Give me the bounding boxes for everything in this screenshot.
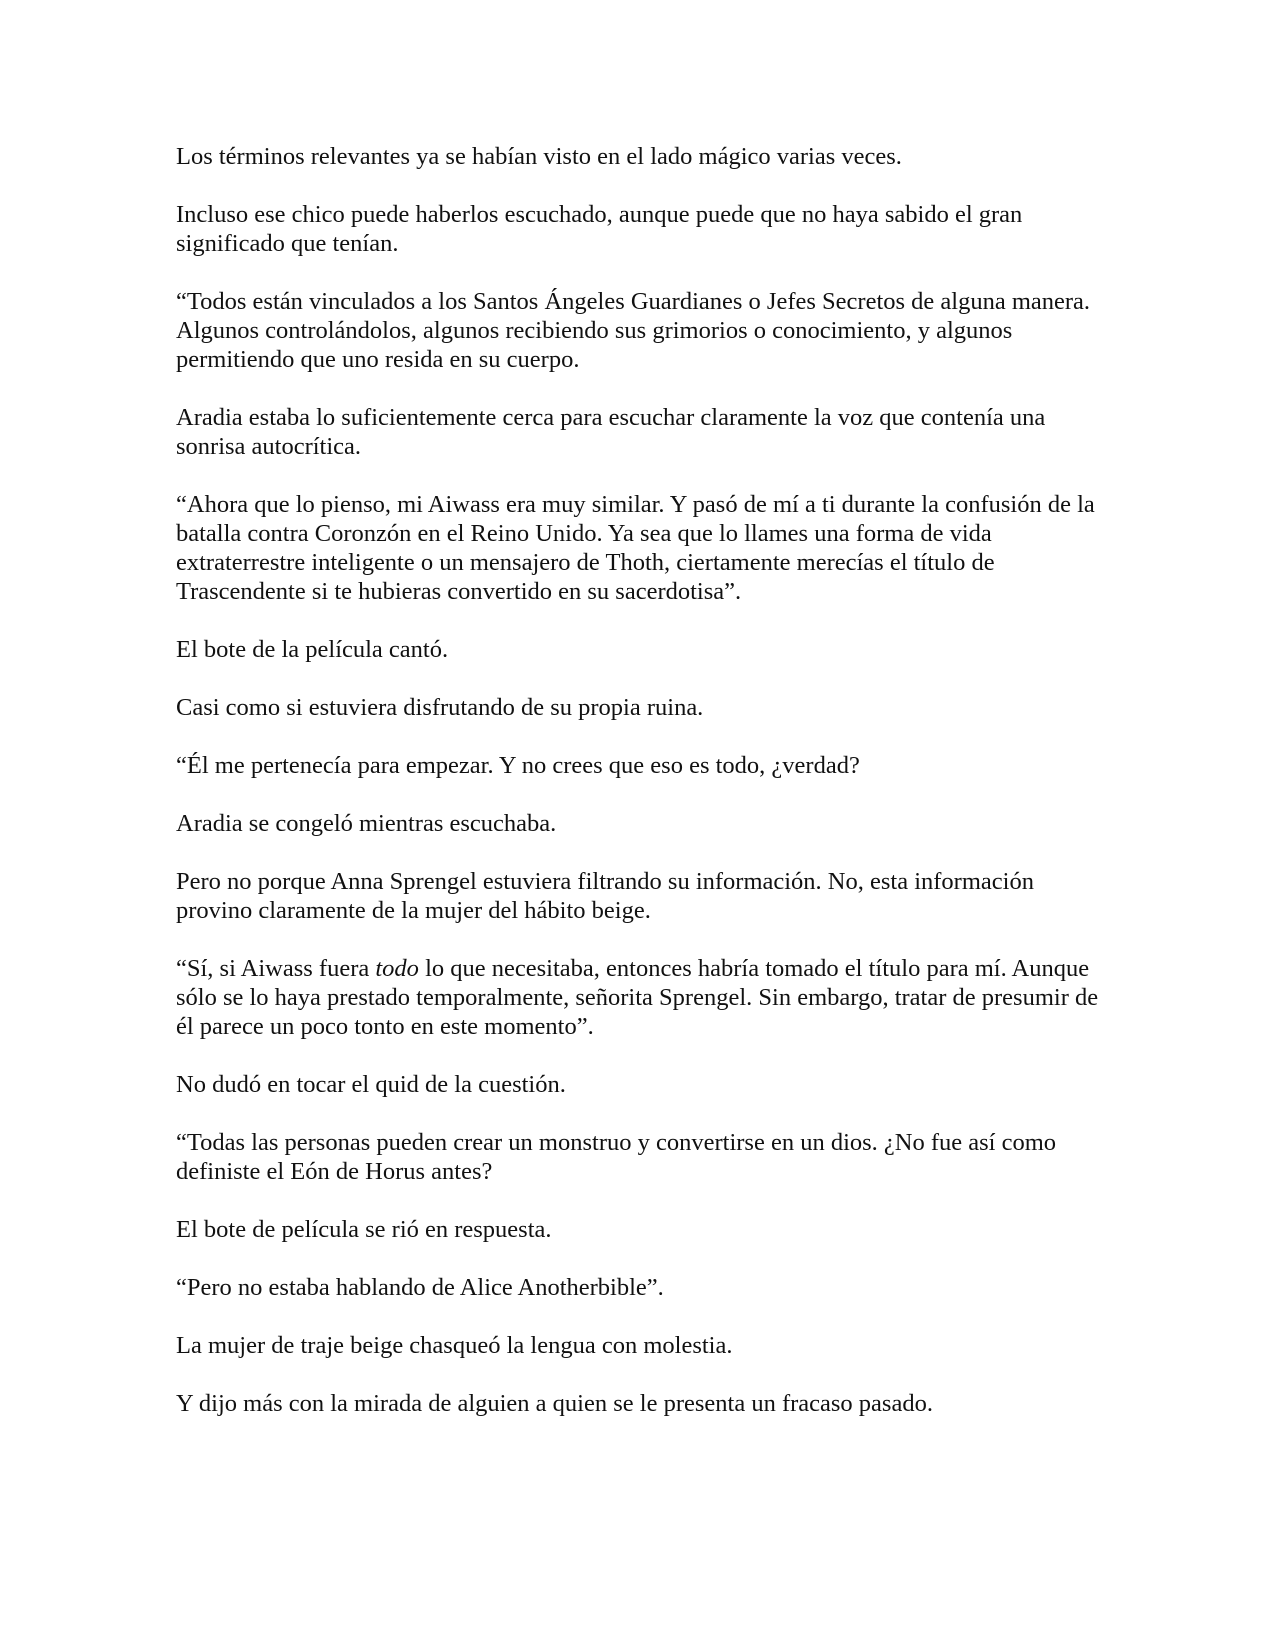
paragraph-7: Casi como si estuviera disfrutando de su propia ruina.	[176, 694, 704, 721]
paragraph-9: Aradia se congeló mientras escuchaba.	[176, 810, 557, 837]
paragraph-11-italic: todo	[375, 955, 419, 982]
paragraph-2: Incluso ese chico puede haberlos escuchado, aunque puede que no haya sabido el gran significado que tenían.	[176, 201, 1023, 257]
paragraph-11-after: lo que necesitaba, entonces habría tomado el título para mí. Aunque sólo se lo haya prestado temporalmente, señorita Sprengel. Sin embargo, tratar de presumir de él parece un poco tonto en este momento”.	[176, 955, 1099, 1040]
document-body	[176, 142, 1106, 1418]
paragraph-13: “Todas las personas pueden crear un monstruo y convertirse en un dios. ¿No fue así como definiste el Eón de Horus antes?	[176, 1129, 1057, 1185]
paragraph-15: “Pero no estaba hablando de Alice Anotherbible”.	[176, 1274, 664, 1301]
paragraph-11-before: “Sí, si Aiwass fuera	[176, 955, 376, 982]
paragraph-10: Pero no porque Anna Sprengel estuviera filtrando su información. No, esta información provino claramente de la mujer del hábito beige.	[176, 868, 1034, 924]
paragraph-6: El bote de la película cantó.	[176, 636, 449, 663]
paragraph-14: El bote de película se rió en respuesta.	[176, 1216, 552, 1243]
paragraph-3: “Todos están vinculados a los Santos Ángeles Guardianes o Jefes Secretos de alguna manera. Algunos controlándolos, algunos recibiendo sus grimorios o conocimiento, y algunos permitiendo que uno resida en su cuerpo.	[176, 288, 1091, 373]
paragraph-1: Los términos relevantes ya se habían visto en el lado mágico varias veces.	[176, 143, 902, 170]
paragraph-11	[176, 954, 1106, 1041]
paragraph-8: “Él me pertenecía para empezar. Y no crees que eso es todo, ¿verdad?	[176, 752, 860, 779]
paragraph-4: Aradia estaba lo suficientemente cerca para escuchar claramente la voz que contenía una sonrisa autocrítica.	[176, 404, 1046, 460]
paragraph-16: La mujer de traje beige chasqueó la lengua con molestia.	[176, 1332, 733, 1359]
paragraph-12: No dudó en tocar el quid de la cuestión.	[176, 1071, 566, 1098]
paragraph-17: Y dijo más con la mirada de alguien a quien se le presenta un fracaso pasado.	[176, 1390, 933, 1417]
paragraph-5: “Ahora que lo pienso, mi Aiwass era muy similar. Y pasó de mí a ti durante la confusión de la batalla contra Coronzón en el Reino Unido. Ya sea que lo llames una forma de vida extraterrestre inteligente o un mensajero de Thoth, ciertamente merecías el título de Trascendente si te hubieras convertido en su sacerdotisa”.	[176, 491, 1095, 605]
